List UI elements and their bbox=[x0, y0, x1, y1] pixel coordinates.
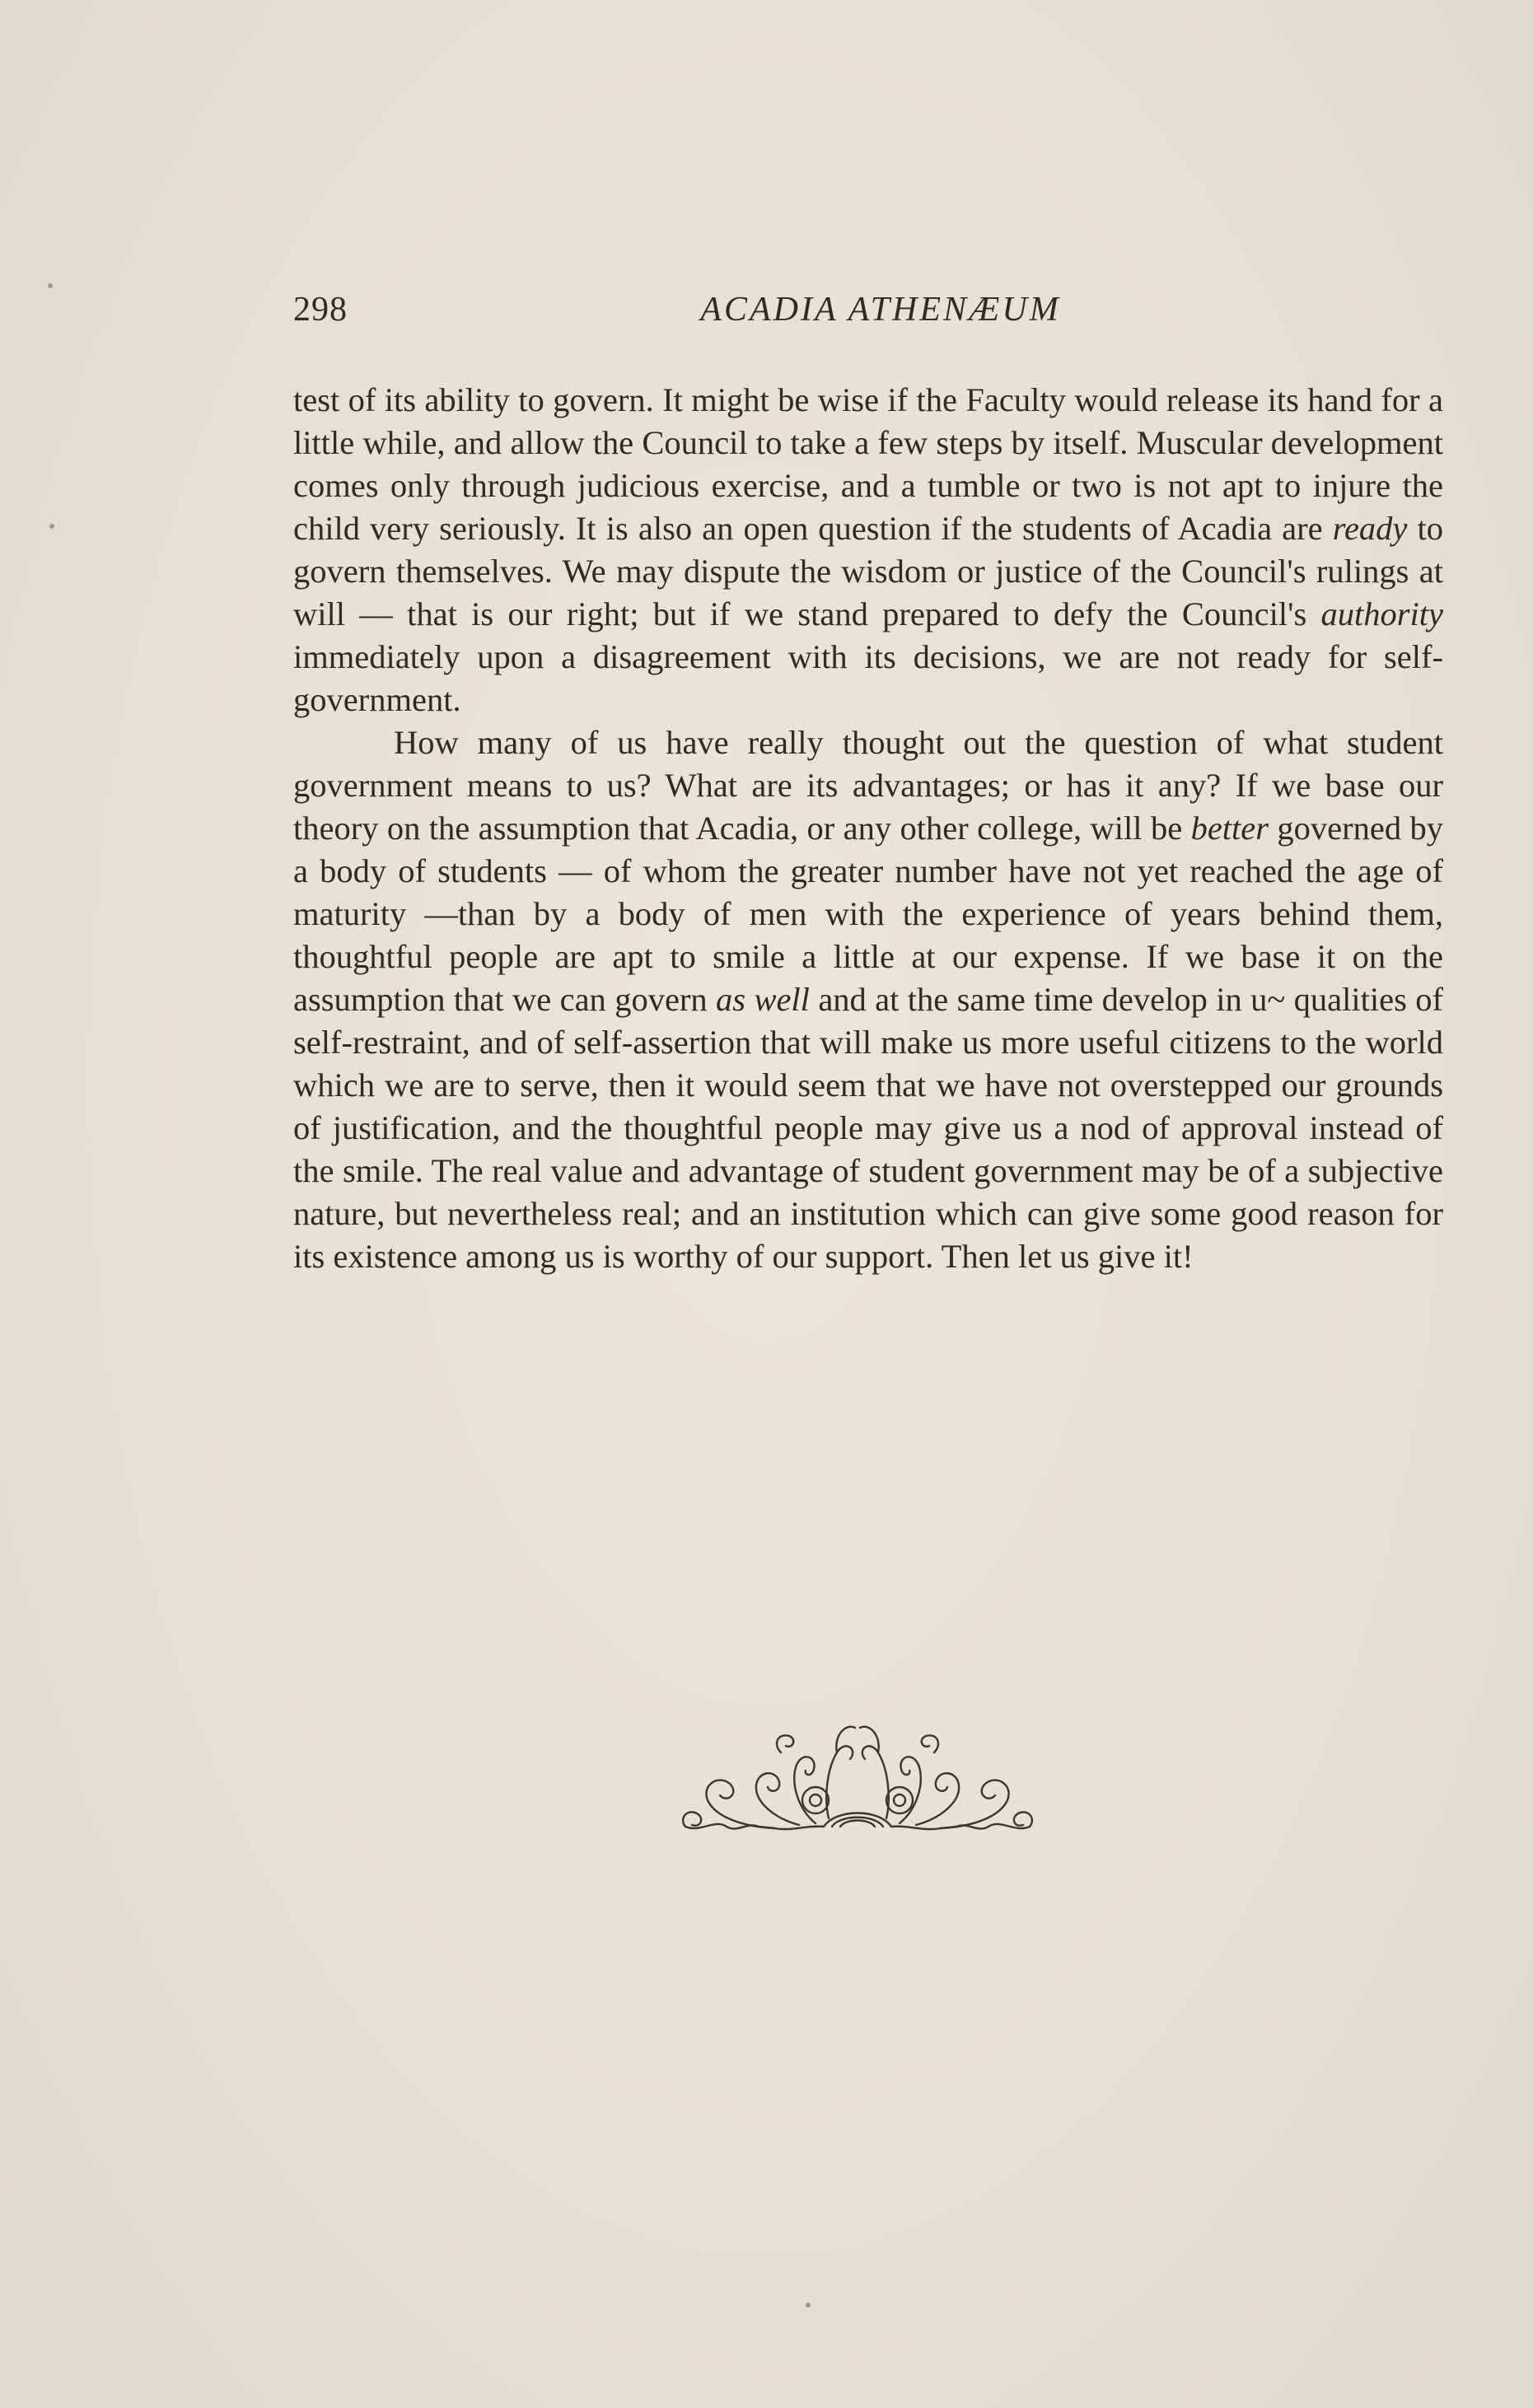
paragraph-1-text-b: to govern themselves. We may dispute the wisdom or justice of the Council's rulings at will — that is our right; but if we stand prepared to defy the Council's bbox=[293, 510, 1443, 632]
paragraph-2-text-b: governed by a body of students — of whom the greater number have not yet reached the age of maturity —than by a body of men with the experience of years behind them, thoughtful people are apt to smile a little at our expense. If we base it on the assumption that we can govern bbox=[293, 810, 1443, 1018]
paragraph-2-emphasis-as-well: as well bbox=[716, 981, 810, 1018]
journal-title: ACADIA ATHENÆUM bbox=[700, 291, 1061, 329]
page-number: 298 bbox=[293, 291, 348, 329]
paper-speck bbox=[48, 283, 53, 288]
article-body bbox=[293, 379, 1443, 1278]
paragraph-1 bbox=[293, 379, 1443, 721]
paragraph-1-emphasis-authority: authority bbox=[1320, 595, 1443, 632]
paragraph-2 bbox=[293, 721, 1443, 1278]
paragraph-2-text-a: How many of us have really thought out the question of what student government means to us? What are its advantages; or has it any? If we base our theory on the assumption that Acadia, or any other college, will be bbox=[293, 724, 1443, 847]
paragraph-1-emphasis-ready: ready bbox=[1332, 510, 1408, 547]
paper-speck bbox=[49, 524, 54, 529]
paragraph-1-text-a: test of its ability to govern. It might be wise if the Faculty would release its hand for a little while, and allow the Council to take a few steps by itself. Muscular development comes only through judicious exercise, and a tumble or two is not apt to injure the child very seriously. It is also an open question if the students of Acadia are bbox=[293, 381, 1443, 547]
floral-tailpiece-ornament-icon bbox=[675, 1703, 1040, 1843]
paragraph-2-emphasis-better: better bbox=[1190, 810, 1269, 847]
paragraph-1-text-c: immediately upon a disagreement with its decisions, we are not ready for self-government. bbox=[293, 638, 1443, 718]
running-head bbox=[293, 290, 1443, 339]
paragraph-2-text-c: and at the same time develop in u~ qualities of self-restraint, and of self-assertion that will make us more useful citizens to the world which we are to serve, then it would seem that we have not overstepped our grounds of justification, and the thoughtful people may give us a nod of approval instead of the smile. The real value and advantage of student government may be of a subjective nature, but nevertheless real; and an institution which can give some good reason for its existence among us is worthy of our support. Then let us give it! bbox=[293, 981, 1443, 1275]
paper-speck bbox=[806, 2303, 811, 2308]
